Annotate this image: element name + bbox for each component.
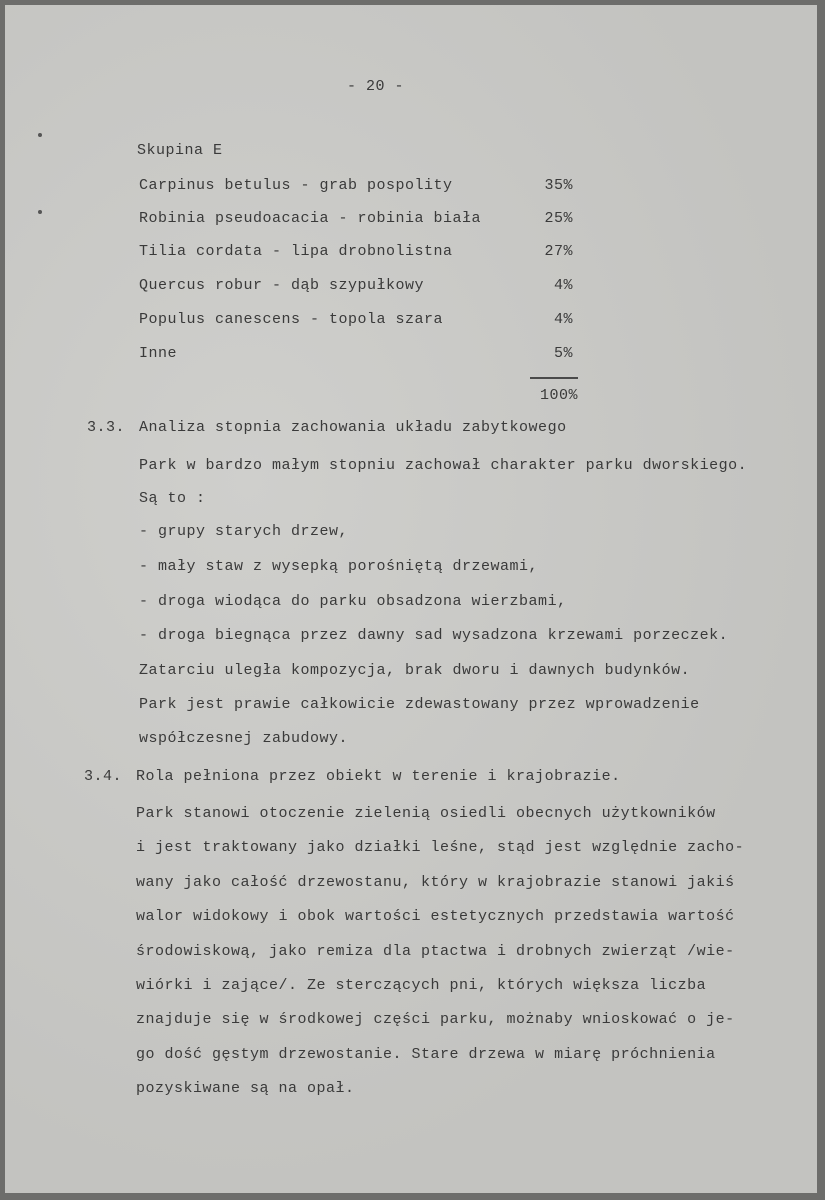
paragraph-line: znajduje się w środkowej części parku, możnaby wnioskować o je- bbox=[136, 1011, 735, 1028]
list-item: - grupy starych drzew, bbox=[139, 523, 349, 540]
species-name: Inne bbox=[139, 345, 178, 362]
species-percent: 4% bbox=[553, 311, 573, 328]
paragraph-line: walor widokowy i obok wartości estetycznych przedstawia wartość bbox=[136, 908, 735, 925]
list-item: - droga biegnąca przez dawny sad wysadzona krzewami porzeczek. bbox=[139, 627, 729, 644]
species-name: Quercus robur - dąb szypułkowy bbox=[139, 277, 425, 294]
paragraph-line: współczesnej zabudowy. bbox=[139, 730, 349, 747]
paragraph-line: Park stanowi otoczenie zielenią osiedli obecnych użytkowników bbox=[136, 805, 716, 822]
species-name: Tilia cordata - lipa drobnolistna bbox=[139, 243, 453, 260]
total-percent: 100% bbox=[539, 387, 578, 404]
paragraph-line: go dość gęstym drzewostanie. Stare drzewa w miarę próchnienia bbox=[136, 1046, 716, 1063]
species-percent: 35% bbox=[544, 177, 573, 194]
section-number: 3.3. bbox=[87, 419, 126, 436]
sum-rule bbox=[530, 377, 578, 379]
paragraph-line: wiórki i zające/. Ze sterczących pni, których większa liczba bbox=[136, 977, 707, 994]
paragraph-line: pozyskiwane są na opał. bbox=[136, 1080, 355, 1097]
paragraph-line: Park w bardzo małym stopniu zachował charakter parku dworskiego. bbox=[139, 457, 748, 474]
species-percent: 4% bbox=[553, 277, 573, 294]
section-title: Rola pełniona przez obiekt w terenie i krajobrazie. bbox=[136, 768, 621, 785]
section-number: 3.4. bbox=[84, 768, 123, 785]
group-heading: Skupina E bbox=[137, 142, 223, 159]
paragraph-line: wany jako całość drzewostanu, który w krajobrazie stanowi jakiś bbox=[136, 874, 735, 891]
species-name: Populus canescens - topola szara bbox=[139, 311, 444, 328]
paragraph-line: środowiskową, jako remiza dla ptactwa i drobnych zwierząt /wie- bbox=[136, 943, 735, 960]
paragraph-line: Zatarciu uległa kompozycja, brak dworu i dawnych budynków. bbox=[139, 662, 691, 679]
species-percent: 25% bbox=[544, 210, 573, 227]
paragraph-line: Są to : bbox=[139, 490, 206, 507]
species-percent: 27% bbox=[544, 243, 573, 260]
punch-hole-mark bbox=[38, 210, 42, 214]
page-number: - 20 - bbox=[347, 78, 405, 95]
list-item: - mały staw z wysepką porośniętą drzewami, bbox=[139, 558, 539, 575]
paragraph-line: Park jest prawie całkowicie zdewastowany przez wprowadzenie bbox=[139, 696, 700, 713]
species-name: Robinia pseudoacacia - robinia biała bbox=[139, 210, 482, 227]
paragraph-line: i jest traktowany jako działki leśne, stąd jest względnie zacho- bbox=[136, 839, 745, 856]
punch-hole-mark bbox=[38, 133, 42, 137]
species-name: Carpinus betulus - grab pospolity bbox=[139, 177, 453, 194]
species-percent: 5% bbox=[553, 345, 573, 362]
section-title: Analiza stopnia zachowania układu zabytkowego bbox=[139, 419, 567, 436]
list-item: - droga wiodąca do parku obsadzona wierzbami, bbox=[139, 593, 567, 610]
document-page bbox=[5, 5, 817, 1193]
